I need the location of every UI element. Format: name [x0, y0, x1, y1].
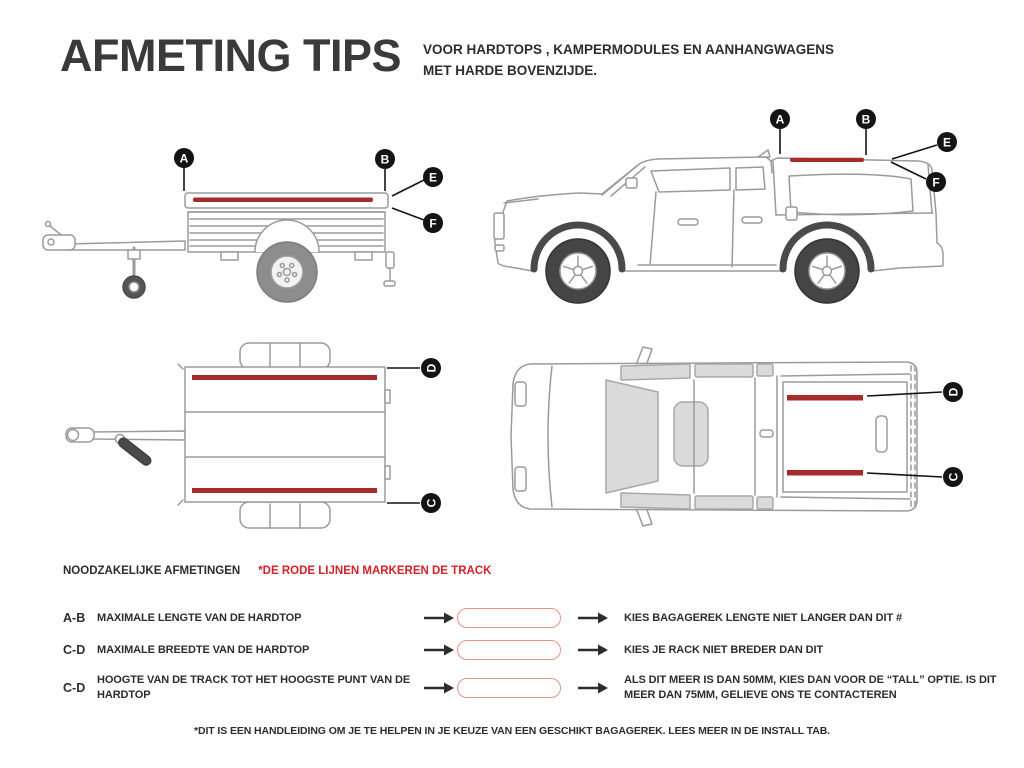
- row-result: ALS DIT MEER IS DAN 50MM, KIES DAN VOOR DE “TALL” OPTIE. IS DIT MEER DAN 75MM, GELIEVE ONS TE CONTACTEREN: [624, 674, 997, 701]
- truck-top-drawing: [511, 347, 917, 526]
- truck-side-view-diagram: [480, 95, 980, 325]
- row-key: C-D: [63, 643, 86, 657]
- trailer-top-view-diagram: [30, 335, 470, 545]
- measurement-blank-pill: [457, 608, 561, 628]
- footnote: *DIT IS EEN HANDLEIDING OM JE TE HELPEN IN JE KEUZE VAN EEN GESCHIKT BAGAGEREK. LEES MEER IN DE INSTALL TAB.: [194, 725, 830, 737]
- track-red-line-truck-top-1: [787, 395, 863, 401]
- svg-text:B: B: [861, 112, 871, 127]
- svg-text:D: D: [424, 363, 439, 373]
- marker-a-trailer: [174, 148, 194, 191]
- track-red-line-trailer-top-1: [192, 375, 377, 380]
- row-description: MAXIMALE LENGTE VAN DE HARDTOP: [97, 611, 302, 624]
- marker-f-trailer: [392, 208, 443, 233]
- track-red-line-truck-side: [790, 158, 864, 162]
- svg-text:A: A: [179, 151, 189, 166]
- subtitle-line-1: VOOR HARDTOPS , KAMPERMODULES EN AANHANGWAGENS: [423, 42, 835, 57]
- measurement-blank-pill: [457, 678, 561, 698]
- arrow-right-icon: [420, 644, 457, 656]
- svg-text:A: A: [775, 112, 785, 127]
- marker-a-truck: [770, 109, 790, 154]
- legend-heading: NOODZAKELIJKE AFMETINGEN: [63, 565, 241, 577]
- marker-b-truck: [856, 109, 876, 155]
- row-result: KIES JE RACK NIET BREDER DAN DIT: [624, 643, 824, 656]
- track-red-line-trailer-top-2: [192, 488, 377, 493]
- svg-text:F: F: [932, 175, 940, 190]
- arrow-right-icon: [561, 644, 624, 656]
- subtitle-line-2: MET HARDE BOVENZIJDE.: [423, 63, 598, 78]
- legend-row-ab: [63, 606, 1013, 630]
- marker-d-trailer-top: [387, 358, 441, 378]
- arrow-right-icon: [561, 612, 624, 624]
- row-result: KIES BAGAGEREK LENGTE NIET LANGER DAN DIT #: [624, 611, 903, 624]
- svg-text:C: C: [946, 472, 961, 482]
- svg-text:C: C: [424, 498, 439, 508]
- marker-e-truck: [892, 132, 957, 159]
- trailer-top-drawing: [66, 343, 390, 528]
- legend-heading-row: [63, 565, 491, 577]
- svg-text:F: F: [429, 216, 437, 231]
- legend-rows: [63, 600, 1013, 706]
- arrow-right-icon: [561, 682, 624, 694]
- trailer-side-view-diagram: [35, 135, 465, 335]
- svg-text:B: B: [380, 152, 390, 167]
- legend-red-note: *DE RODE LIJNEN MARKEREN DE TRACK: [258, 565, 492, 577]
- page-subtitle: [423, 39, 834, 81]
- truck-top-view-diagram: [490, 340, 990, 540]
- trailer-side-drawing: [43, 193, 395, 302]
- row-key: C-D: [63, 681, 86, 695]
- page-title: AFMETING TIPS: [60, 30, 401, 81]
- marker-b-trailer: [375, 149, 395, 191]
- row-description: MAXIMALE BREEDTE VAN DE HARDTOP: [97, 643, 310, 656]
- measurement-blank-pill: [457, 640, 561, 660]
- row-key: A-B: [63, 611, 86, 625]
- svg-text:E: E: [428, 170, 438, 185]
- arrow-right-icon: [420, 612, 457, 624]
- legend-row-cd-height: [63, 670, 1013, 706]
- svg-text:D: D: [946, 387, 961, 397]
- marker-e-trailer: [392, 167, 443, 196]
- arrow-right-icon: [420, 682, 457, 694]
- legend-row-cd-width: [63, 638, 1013, 662]
- svg-text:E: E: [942, 135, 952, 150]
- track-red-line-trailer-side: [193, 198, 373, 203]
- marker-c-trailer-top: [387, 493, 441, 513]
- track-red-line-truck-top-2: [787, 470, 863, 476]
- truck-side-drawing: [494, 150, 943, 303]
- row-description: HOOGTE VAN DE TRACK TOT HET HOOGSTE PUNT VAN DE HARDTOP: [97, 674, 411, 701]
